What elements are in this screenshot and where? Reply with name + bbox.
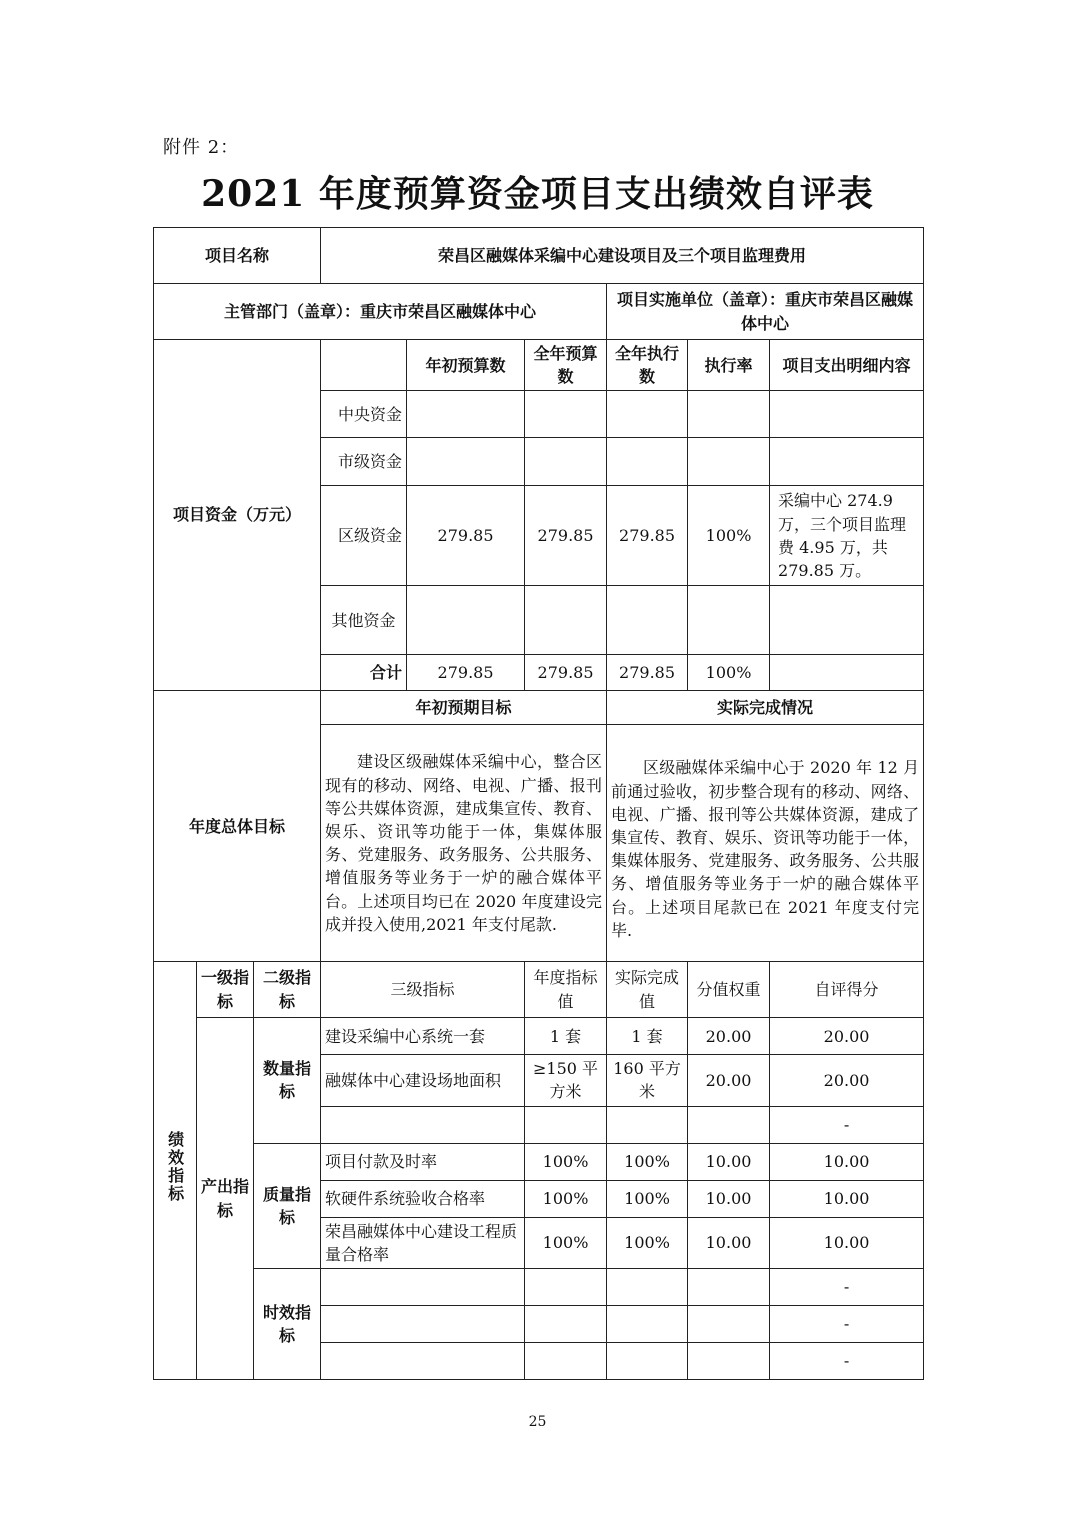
implementing-unit: 项目实施单位（盖章）：重庆市荣昌区融媒体中心 bbox=[607, 284, 924, 340]
fund-budget-initial bbox=[407, 391, 525, 438]
funds-header-detail: 项目支出明细内容 bbox=[770, 340, 924, 391]
indicator-header-level2: 二级指标 bbox=[254, 962, 321, 1018]
indicator-actual bbox=[607, 1342, 688, 1379]
indicator-score: - bbox=[770, 1342, 924, 1379]
indicator-target: 100% bbox=[525, 1143, 607, 1180]
fund-rate bbox=[688, 438, 770, 486]
indicator-target: 1 套 bbox=[525, 1018, 607, 1055]
indicator-weight: 10.00 bbox=[688, 1180, 770, 1217]
indicator-header-target: 年度指标值 bbox=[525, 962, 607, 1018]
fund-total-detail bbox=[770, 655, 924, 691]
project-name: 荣昌区融媒体采编中心建设项目及三个项目监理费用 bbox=[321, 228, 924, 284]
indicator-target bbox=[525, 1342, 607, 1379]
indicator-name: 软硬件系统验收合格率 bbox=[321, 1180, 525, 1217]
funds-header-executed: 全年执行数 bbox=[607, 340, 688, 391]
fund-rate bbox=[688, 391, 770, 438]
indicator-weight: 20.00 bbox=[688, 1018, 770, 1055]
fund-detail bbox=[770, 586, 924, 655]
indicator-actual: 1 套 bbox=[607, 1018, 688, 1055]
indicator-actual bbox=[607, 1268, 688, 1305]
indicator-score: 20.00 bbox=[770, 1055, 924, 1106]
indicator-target bbox=[525, 1106, 607, 1143]
indicator-score: - bbox=[770, 1305, 924, 1342]
fund-executed bbox=[607, 586, 688, 655]
fund-total-rate: 100% bbox=[688, 655, 770, 691]
indicator-name bbox=[321, 1106, 525, 1143]
indicator-score: 10.00 bbox=[770, 1143, 924, 1180]
indicator-header-actual: 实际完成值 bbox=[607, 962, 688, 1018]
fund-rate bbox=[688, 586, 770, 655]
page-title: 2021 年度预算资金项目支出绩效自评表 bbox=[201, 173, 874, 215]
attachment-label: 附件 2： bbox=[163, 137, 240, 158]
indicator-name: 项目付款及时率 bbox=[321, 1143, 525, 1180]
indicator-header-weight: 分值权重 bbox=[688, 962, 770, 1018]
annual-goal-label: 年度总体目标 bbox=[154, 691, 321, 962]
indicator-group-quality: 质量指标 bbox=[254, 1143, 321, 1268]
indicator-name bbox=[321, 1268, 525, 1305]
indicator-target: 100% bbox=[525, 1180, 607, 1217]
indicator-target: ≥150 平方米 bbox=[525, 1055, 607, 1106]
fund-budget-full bbox=[525, 586, 607, 655]
indicator-row bbox=[154, 1018, 924, 1055]
fund-executed bbox=[607, 391, 688, 438]
fund-executed bbox=[607, 438, 688, 486]
indicator-actual: 100% bbox=[607, 1217, 688, 1268]
fund-total-label: 合计 bbox=[321, 655, 407, 691]
indicator-weight: 20.00 bbox=[688, 1055, 770, 1106]
indicator-target bbox=[525, 1268, 607, 1305]
indicator-score: 20.00 bbox=[770, 1018, 924, 1055]
indicator-score: 10.00 bbox=[770, 1217, 924, 1268]
funds-header-rate: 执行率 bbox=[688, 340, 770, 391]
fund-name: 区级资金 bbox=[321, 486, 407, 586]
funds-header-initial: 年初预算数 bbox=[407, 340, 525, 391]
indicator-row bbox=[154, 1143, 924, 1180]
indicator-actual: 100% bbox=[607, 1180, 688, 1217]
actual-goal-text: 区级融媒体采编中心于 2020 年 12 月前通过验收，初步整合现有的移动、网络、电视、广播、报刊等公共媒体资源，建成了集宣传、教育、娱乐、资讯等功能于一体，集媒体服务、党建服务、政务服务、公共服务、增值服务等业务于一炉的融合媒体平台。上述项目尾款已在 2021 年度支付完毕. bbox=[607, 725, 924, 962]
fund-name: 市级资金 bbox=[321, 438, 407, 486]
indicator-score: - bbox=[770, 1268, 924, 1305]
indicator-weight: 10.00 bbox=[688, 1143, 770, 1180]
fund-executed: 279.85 bbox=[607, 486, 688, 586]
indicator-weight bbox=[688, 1342, 770, 1379]
indicator-actual bbox=[607, 1305, 688, 1342]
indicator-target bbox=[525, 1305, 607, 1342]
funds-label: 项目资金（万元） bbox=[154, 340, 321, 691]
fund-name: 其他资金 bbox=[321, 586, 407, 655]
planned-goal-header: 年初预期目标 bbox=[321, 691, 607, 725]
project-name-label: 项目名称 bbox=[154, 228, 321, 284]
indicator-weight bbox=[688, 1268, 770, 1305]
fund-budget-initial bbox=[407, 586, 525, 655]
indicator-header-score: 自评得分 bbox=[770, 962, 924, 1018]
fund-detail: 采编中心 274.9 万，三个项目监理费 4.95 万，共 279.85 万。 bbox=[770, 486, 924, 586]
indicator-name: 荣昌融媒体中心建设工程质量合格率 bbox=[321, 1217, 525, 1268]
fund-budget-initial: 279.85 bbox=[407, 486, 525, 586]
indicator-score: 10.00 bbox=[770, 1180, 924, 1217]
fund-rate: 100% bbox=[688, 486, 770, 586]
indicator-name: 融媒体中心建设场地面积 bbox=[321, 1055, 525, 1106]
fund-total-initial: 279.85 bbox=[407, 655, 525, 691]
indicator-actual bbox=[607, 1106, 688, 1143]
indicator-weight: 10.00 bbox=[688, 1217, 770, 1268]
indicator-target: 100% bbox=[525, 1217, 607, 1268]
performance-indicator-text: 绩效指标 bbox=[165, 1131, 185, 1204]
indicator-name: 建设采编中心系统一套 bbox=[321, 1018, 525, 1055]
funds-header-full: 全年预算数 bbox=[525, 340, 607, 391]
indicator-row bbox=[154, 1268, 924, 1305]
evaluation-table bbox=[153, 227, 924, 1380]
funds-header-blank bbox=[321, 340, 407, 391]
actual-goal-header: 实际完成情况 bbox=[607, 691, 924, 725]
indicator-name bbox=[321, 1342, 525, 1379]
indicator-header-level1: 一级指标 bbox=[197, 962, 254, 1018]
fund-budget-full bbox=[525, 391, 607, 438]
planned-goal-text: 建设区级融媒体采编中心，整合区现有的移动、网络、电视、广播、报刊等公共媒体资源，建成集宣传、教育、娱乐、资讯等功能于一体，集媒体服务、党建服务、政务服务、公共服务、增值服务等业务于一炉的融合媒体平台。上述项目均已在 2020 年度建设完成并投入使用,2021 年支付尾款. bbox=[321, 725, 607, 962]
indicator-weight bbox=[688, 1106, 770, 1143]
fund-budget-full bbox=[525, 438, 607, 486]
performance-indicator-label bbox=[154, 962, 197, 1380]
fund-budget-full: 279.85 bbox=[525, 486, 607, 586]
fund-budget-initial bbox=[407, 438, 525, 486]
indicator-actual: 100% bbox=[607, 1143, 688, 1180]
fund-detail bbox=[770, 391, 924, 438]
fund-detail bbox=[770, 438, 924, 486]
indicator-header-level3: 三级指标 bbox=[321, 962, 525, 1018]
indicator-level1: 产出指标 bbox=[197, 1018, 254, 1380]
indicator-actual: 160 平方米 bbox=[607, 1055, 688, 1106]
indicator-group-timeliness: 时效指标 bbox=[254, 1268, 321, 1379]
page-number: 25 bbox=[528, 1414, 547, 1430]
indicator-score: - bbox=[770, 1106, 924, 1143]
indicator-group-quantity: 数量指标 bbox=[254, 1018, 321, 1143]
fund-total-executed: 279.85 bbox=[607, 655, 688, 691]
indicator-name bbox=[321, 1305, 525, 1342]
fund-name: 中央资金 bbox=[321, 391, 407, 438]
fund-total-full: 279.85 bbox=[525, 655, 607, 691]
supervising-dept: 主管部门（盖章）：重庆市荣昌区融媒体中心 bbox=[154, 284, 607, 340]
indicator-weight bbox=[688, 1305, 770, 1342]
